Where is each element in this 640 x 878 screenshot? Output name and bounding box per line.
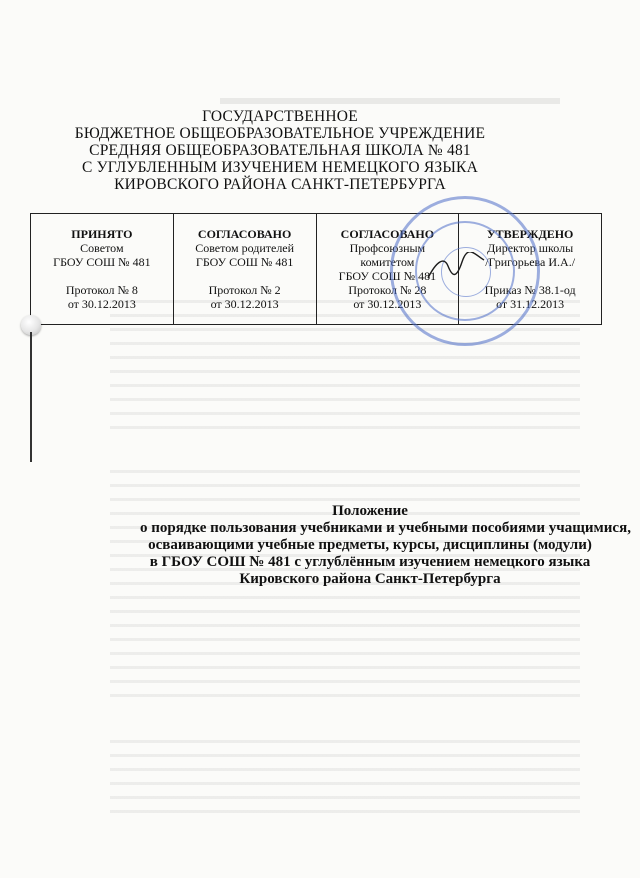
title-line-1: Положение	[332, 503, 408, 519]
document-title	[140, 503, 631, 588]
approval-order: Приказ № 38.1-од	[484, 283, 576, 297]
approval-by: Советом родителей	[195, 241, 295, 255]
approval-date: от 30.12.2013	[353, 297, 422, 311]
approval-protocol: Протокол № 8	[65, 283, 138, 297]
title-line-3: осваивающими учебные предметы, курсы, дисциплины (модули)	[148, 537, 592, 553]
approval-date: от 31.12.2013	[496, 297, 565, 311]
approval-parents	[174, 214, 317, 324]
pushpin-needle	[30, 332, 32, 462]
approval-date: от 30.12.2013	[67, 297, 136, 311]
approval-by-org: ГБОУ СОШ № 481	[195, 255, 294, 269]
approval-title: СОГЛАСОВАНО	[340, 227, 435, 241]
approval-by: Советом	[80, 241, 124, 255]
title-line-2: о порядке пользования учебниками и учебными пособиями учащимися,	[140, 520, 631, 536]
approval-protocol: Протокол № 2	[208, 283, 281, 297]
approval-by-org: ГБОУ СОШ № 481	[338, 269, 437, 283]
approval-title: СОГЛАСОВАНО	[197, 227, 292, 241]
approval-signer: /Григорьева И.А./	[485, 255, 576, 269]
approval-by: Директор школы	[487, 241, 574, 255]
approval-title: ПРИНЯТО	[71, 227, 133, 241]
approval-by-2: комитетом	[360, 255, 415, 269]
approval-title: УТВЕРЖДЕНО	[486, 227, 574, 241]
header-line-3: СРЕДНЯЯ ОБЩЕОБРАЗОВАТЕЛЬНАЯ ШКОЛА № 481	[89, 142, 471, 159]
header-line-4: С УГЛУБЛЕННЫМ ИЗУЧЕНИЕМ НЕМЕЦКОГО ЯЗЫКА	[82, 159, 478, 176]
title-line-4: в ГБОУ СОШ № 481 с углублённым изучением немецкого языка	[149, 554, 591, 570]
approval-by: Профсоюзным	[349, 241, 426, 255]
header-line-5: КИРОВСКОГО РАЙОНА САНКТ-ПЕТЕРБУРГА	[114, 176, 446, 193]
approval-by-org: ГБОУ СОШ № 481	[53, 255, 151, 269]
header-line-1: ГОСУДАРСТВЕННОЕ	[202, 108, 358, 125]
header-line-2: БЮДЖЕТНОЕ ОБЩЕОБРАЗОВАТЕЛЬНОЕ УЧРЕЖДЕНИЕ	[74, 125, 486, 142]
school-header	[70, 108, 490, 193]
title-line-5: Кировского района Санкт-Петербурга	[239, 571, 501, 587]
approval-protocol: Протокол № 28	[348, 283, 427, 297]
director-signature-icon	[426, 252, 486, 282]
approval-accepted	[31, 214, 174, 324]
approval-date: от 30.12.2013	[210, 297, 279, 311]
